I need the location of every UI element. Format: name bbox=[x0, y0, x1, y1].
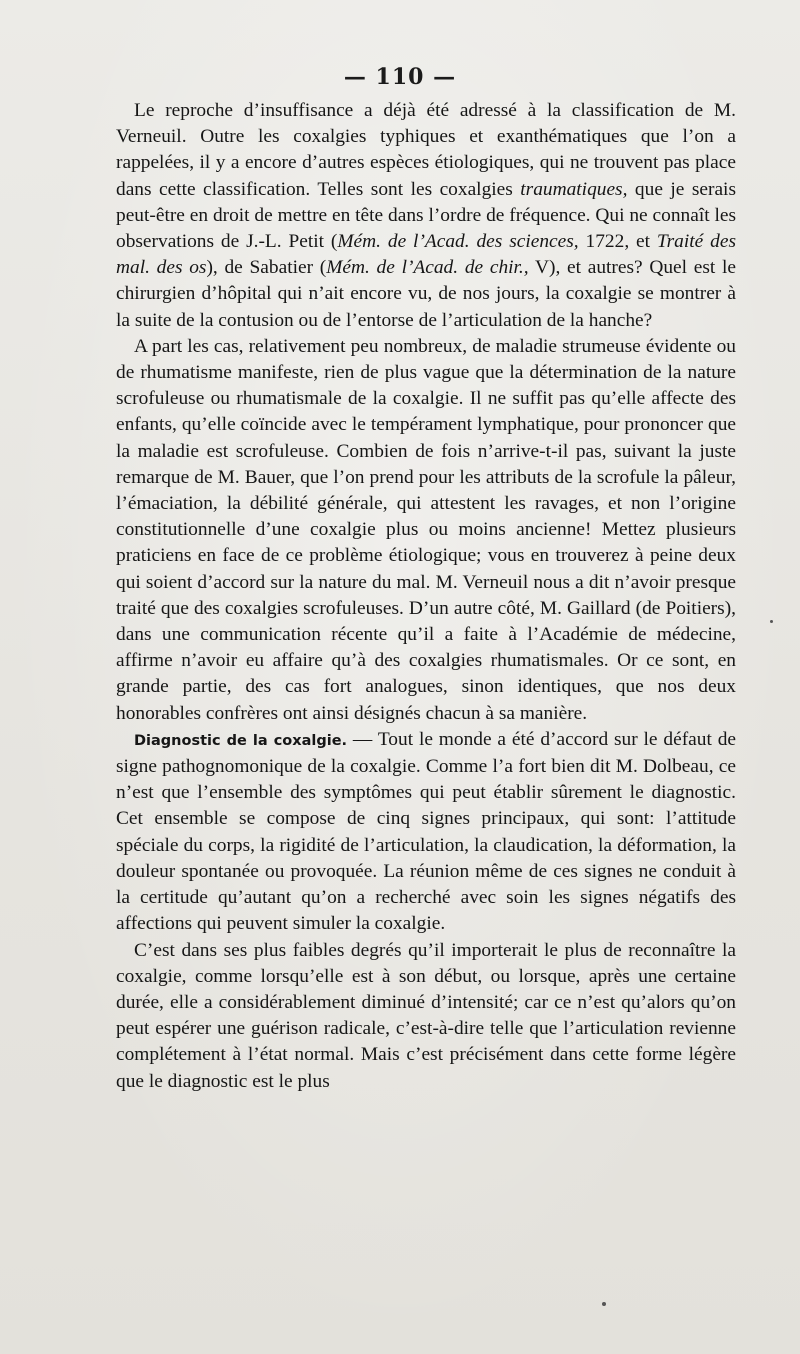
text-segment: 1722, et bbox=[578, 231, 657, 253]
citation-title: Mém. de l’Acad. des sciences, bbox=[337, 231, 579, 253]
citation-title: Traité des mal. des os bbox=[116, 231, 736, 279]
paragraph-2 bbox=[116, 334, 736, 727]
text-segment: ), de Sabatier ( bbox=[206, 257, 327, 279]
paper-speck bbox=[770, 620, 773, 623]
page-number: — 110 — bbox=[343, 64, 457, 90]
text-segment: que je serais peut-être en droit de mettre en tête dans l’ordre de fréquence. Qui ne connaît les observations de J.-L. Petit ( bbox=[116, 178, 736, 253]
paragraph-4 bbox=[116, 938, 736, 1095]
text-segment: A part les cas, relativement peu nombreux, de maladie strumeuse évidente ou de rhumatisme manifeste, rien de plus vague que la détermination de la nature scrofuleuse ou rhumatismale de la coxalgie. Il ne suffit pas qu’elle affecte des enfants, qu’elle coïncide avec le tempérament lymphatique, pour prononcer que la maladie est scrofuleuse. Combien de fois n’arrive-t-il pas, suivant la juste remarque de M. Bauer, que l’on prend pour les attributs de la scrofule la pâleur, l’émaciation, la débilité générale, qui attestent les ravages, et non l’origine constitutionnelle d’une coxalgie plus ou moins ancienne! Mettez plusieurs praticiens en face de ce problème étiologique; vous en trouverez à peine deux qui soient d’accord sur la nature du mal. M. Verneuil nous a dit n’avoir presque traité que des coxalgies scrofuleuses. D’un autre côté, M. Gaillard (de Poitiers), dans une communication récente qu’il a faite à l’Académie de médecine, affirme n’avoir eu affaire qu’à des coxalgies rhumatismales. Or ce sont, en grande partie, des cas fort analogues, sinon identiques, que nos deux honorables confrères ont ainsi désignés chacun à sa manière. bbox=[116, 335, 736, 724]
text-segment: — Tout le monde a été d’accord sur le défaut de signe pathognomonique de la coxalgie. Comme l’a fort bien dit M. Dolbeau, ce n’est que l’ensemble des symptômes qui peut établir sûrement le diagnostic. Cet ensemble se compose de cinq signes principaux, qui sont: l’attitude spéciale du corps, la rigidité de l’articulation, la claudication, la déformation, la douleur spontanée ou provoquée. La réunion même de ces signes ne conduit à la certitude qu’autant qu’on a recherché avec soin les signes négatifs des affections qui peuvent simuler la coxalgie. bbox=[116, 728, 736, 935]
text-segment: Le reproche d’insuffisance a déjà été adressé à la classification de M. Verneuil. Outre les coxalgies typhiques et exanthématiques que l’on a rappelées, il y a encore d’autres espèces étiologiques, qui ne trouvent pas place dans cette classification. Telles sont les coxalgies bbox=[116, 100, 736, 200]
paragraph-3 bbox=[116, 727, 736, 938]
paper-speck bbox=[602, 1302, 606, 1306]
text-segment: C’est dans ses plus faibles degrés qu’il importerait le plus de reconnaître la coxalgie, comme lorsqu’elle est à son début, ou lorsque, après une certaine durée, elle a considérablement diminué d’intensité; car ce n’est qu’alors qu’on peut espérer une guérison radicale, c’est-à-dire telle que l’articulation revienne complétement à l’état normal. Mais c’est précisément dans cette forme légère que le diagnostic est le plus bbox=[116, 939, 736, 1092]
paragraph-1 bbox=[116, 98, 736, 334]
citation-title: Mém. de l’Acad. de chir., bbox=[326, 257, 529, 279]
italic-term: traumatiques, bbox=[520, 178, 628, 200]
body-text bbox=[116, 98, 736, 1095]
section-heading: Diagnostic de la coxalgie. bbox=[134, 732, 348, 749]
text-segment: V), et autres? Quel est le chirurgien d’hôpital qui n’ait encore vu, de nos jours, la coxalgie se montrer à la suite de la contusion ou de l’entorse de l’articulation de la hanche? bbox=[116, 257, 737, 331]
